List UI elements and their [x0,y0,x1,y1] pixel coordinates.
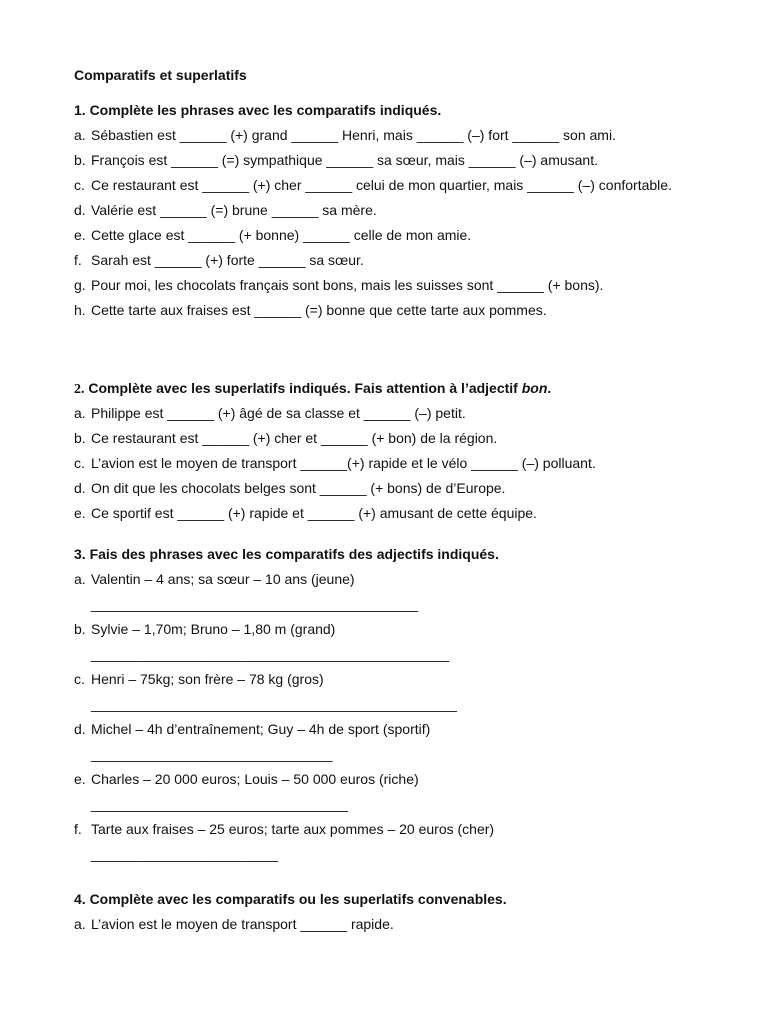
item-letter: a. [74,571,86,587]
list-item [74,717,708,767]
section-2 [74,376,708,526]
item-letter: c. [74,671,85,687]
answer-line: _______________________________ [91,746,333,762]
item-text: Sarah est ______ (+) forte ______ sa sœur. [91,252,364,268]
list-item [74,451,708,476]
item-letter: a. [74,405,86,421]
section-1 [74,98,708,323]
item-text: L’avion est le moyen de transport ______ rapide. [91,916,394,932]
answer-line: _________________________________ [91,796,348,812]
list-item [74,148,708,173]
item-text: Valentin – 4 ans; sa sœur – 10 ans (jeune) [91,571,355,587]
item-text: Charles – 20 000 euros; Louis – 50 000 euros (riche) [91,771,419,787]
item-letter: d. [74,480,86,496]
item-text: Ce restaurant est ______ (+) cher ______ celui de mon quartier, mais ______ (–) confortable. [91,177,672,193]
item-letter: a. [74,127,86,143]
list-item [74,767,708,817]
item-letter: c. [74,177,85,193]
item-text: Ce sportif est ______ (+) rapide et ______ (+) amusant de cette équipe. [91,505,537,521]
section-2-heading [74,376,708,401]
item-letter: b. [74,152,86,168]
item-letter: f. [74,821,82,837]
section-4-heading: 4. Complète avec les comparatifs ou les superlatifs convenables. [74,891,507,907]
item-text: Sylvie – 1,70m; Bruno – 1,80 m (grand) [91,621,336,637]
item-letter: d. [74,721,86,737]
list-item [74,667,708,717]
answer-line: __________________________________________ [91,596,419,612]
item-letter: d. [74,202,86,218]
list-item [74,123,708,148]
list-item [74,817,708,867]
list-item [74,401,708,426]
item-text: Cette tarte aux fraises est ______ (=) bonne que cette tarte aux pommes. [91,302,547,318]
item-text: Philippe est ______ (+) âgé de sa classe et ______ (–) petit. [91,405,466,421]
item-text: François est ______ (=) sympathique ______ sa sœur, mais ______ (–) amusant. [91,152,598,168]
list-item [74,426,708,451]
list-item [74,298,708,323]
section-3-heading: 3. Fais des phrases avec les comparatifs des adjectifs indiqués. [74,546,499,562]
list-item [74,273,708,298]
item-letter: b. [74,621,86,637]
item-text: Ce restaurant est ______ (+) cher et ______ (+ bon) de la région. [91,430,498,446]
list-item [74,501,708,526]
item-text: On dit que les chocolats belges sont ______ (+ bons) de d’Europe. [91,480,506,496]
list-item [74,173,708,198]
list-item [74,912,708,937]
item-text: Valérie est ______ (=) brune ______ sa mère. [91,202,377,218]
item-text: Sébastien est ______ (+) grand ______ Henri, mais ______ (–) fort ______ son ami. [91,127,616,143]
item-letter: e. [74,771,86,787]
list-item [74,223,708,248]
answer-line: ______________________________________________ [91,646,450,662]
list-item [74,248,708,273]
section-1-heading: 1. Complète les phrases avec les comparatifs indiqués. [74,102,442,118]
item-text: Tarte aux fraises – 25 euros; tarte aux pommes – 20 euros (cher) [91,821,495,837]
answer-line: ________________________ [91,846,278,862]
item-letter: f. [74,252,82,268]
list-item [74,567,708,617]
document-title: Comparatifs et superlatifs [74,67,247,83]
item-letter: c. [74,455,85,471]
item-letter: b. [74,430,86,446]
section-3 [74,542,708,867]
item-letter: a. [74,916,86,932]
item-letter: g. [74,277,86,293]
item-letter: e. [74,227,86,243]
list-item [74,198,708,223]
section-2-heading-emphasis: bon [521,380,548,396]
list-item [74,476,708,501]
section-2-heading-end: . [547,380,552,396]
section-2-heading-text: Complète avec les superlatifs indiqués. Fais attention à l’adjectif [84,380,522,396]
item-letter: h. [74,302,86,318]
item-text: Pour moi, les chocolats français sont bons, mais les suisses sont ______ (+ bons). [91,277,604,293]
item-text: Cette glace est ______ (+ bonne) ______ celle de mon amie. [91,227,472,243]
item-text: Michel – 4h d’entraînement; Guy – 4h de sport (sportif) [91,721,431,737]
section-2-number: 2. [74,382,85,397]
list-item [74,617,708,667]
answer-line: _______________________________________________ [91,696,457,712]
section-4 [74,887,708,937]
item-letter: e. [74,505,86,521]
item-text: Henri – 75kg; son frère – 78 kg (gros) [91,671,324,687]
item-text: L’avion est le moyen de transport ______(+) rapide et le vélo ______ (–) polluant. [91,455,596,471]
